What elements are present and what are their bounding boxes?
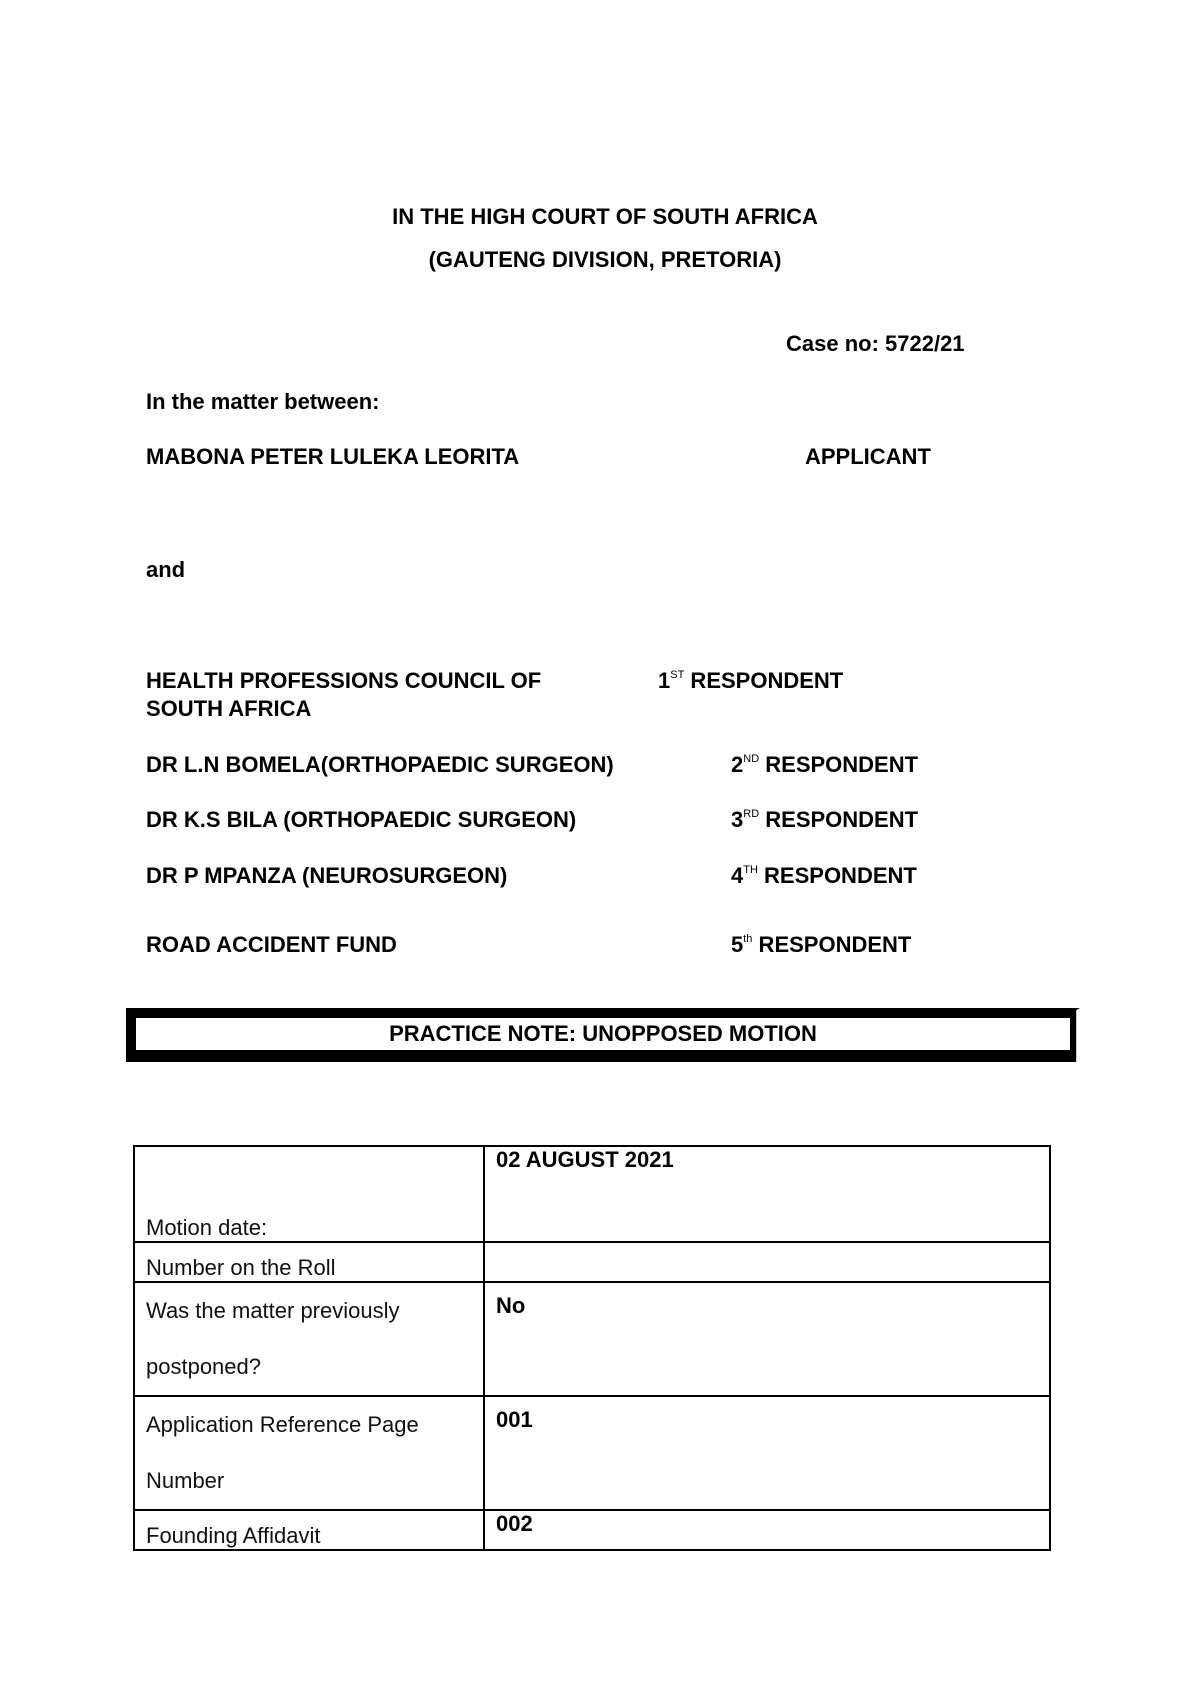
reference-page-label bbox=[134, 1396, 484, 1510]
respondent-4-ordinal: 4 bbox=[731, 863, 744, 888]
court-title: IN THE HIGH COURT OF SOUTH AFRICA bbox=[392, 204, 818, 229]
practice-note-table bbox=[133, 1145, 1051, 1551]
table-row bbox=[134, 1242, 1050, 1282]
motion-date-value: 02 AUGUST 2021 bbox=[484, 1146, 1050, 1242]
respondent-4-name: DR P MPANZA (NEUROSURGEON) bbox=[146, 863, 508, 888]
respondent-1-name-line1: HEALTH PROFESSIONS COUNCIL OF bbox=[146, 668, 542, 693]
respondent-1-name-line2: SOUTH AFRICA bbox=[146, 696, 312, 721]
roll-number-value bbox=[484, 1242, 1050, 1282]
respondent-4-role bbox=[731, 863, 917, 889]
respondent-5-ordinal: 5 bbox=[731, 932, 744, 957]
table-row bbox=[134, 1282, 1050, 1396]
respondent-2-ordinal: 2 bbox=[731, 752, 744, 777]
founding-affidavit-value: 002 bbox=[484, 1510, 1050, 1550]
respondent-1-role-label: RESPONDENT bbox=[684, 668, 844, 693]
roll-number-label: Number on the Roll bbox=[134, 1242, 484, 1282]
previously-postponed-value: No bbox=[484, 1282, 1050, 1396]
respondent-3-role-label: RESPONDENT bbox=[759, 807, 919, 832]
court-division: (GAUTENG DIVISION, PRETORIA) bbox=[428, 247, 782, 272]
practice-note-banner: PRACTICE NOTE: UNOPPOSED MOTION bbox=[136, 1018, 1070, 1050]
applicant-name: MABONA PETER LULEKA LEORITA bbox=[146, 444, 520, 469]
founding-affidavit-label: Founding Affidavit bbox=[134, 1510, 484, 1550]
table-row bbox=[134, 1396, 1050, 1510]
respondent-1-ordinal-suffix: ST bbox=[670, 668, 685, 681]
respondent-3-role bbox=[731, 807, 918, 833]
previously-postponed-label-line1: Was the matter previously bbox=[146, 1298, 400, 1323]
respondent-3-ordinal: 3 bbox=[731, 807, 744, 832]
respondent-1-ordinal: 1 bbox=[658, 668, 671, 693]
respondent-5-name: ROAD ACCIDENT FUND bbox=[146, 932, 397, 957]
respondent-2-ordinal-suffix: ND bbox=[743, 752, 760, 765]
previously-postponed-label bbox=[134, 1282, 484, 1396]
respondent-3-name: DR K.S BILA (ORTHOPAEDIC SURGEON) bbox=[146, 807, 577, 832]
respondent-2-role-label: RESPONDENT bbox=[759, 752, 919, 777]
previously-postponed-label-line2: postponed? bbox=[146, 1354, 261, 1379]
and-label: and bbox=[146, 557, 186, 582]
matter-between-label: In the matter between: bbox=[146, 389, 380, 414]
respondent-3-ordinal-suffix: RD bbox=[743, 807, 760, 820]
table-row bbox=[134, 1146, 1050, 1242]
case-number: Case no: 5722/21 bbox=[786, 331, 965, 356]
respondent-5-role bbox=[731, 932, 911, 958]
table-row bbox=[134, 1510, 1050, 1550]
reference-page-value: 001 bbox=[484, 1396, 1050, 1510]
respondent-5-ordinal-suffix: th bbox=[743, 932, 753, 945]
respondent-4-ordinal-suffix: TH bbox=[743, 863, 758, 876]
applicant-role: APPLICANT bbox=[805, 444, 931, 469]
respondent-5-role-label: RESPONDENT bbox=[752, 932, 912, 957]
respondent-2-role bbox=[731, 752, 918, 778]
respondent-1-role bbox=[658, 668, 843, 694]
respondent-2-name: DR L.N BOMELA(ORTHOPAEDIC SURGEON) bbox=[146, 752, 614, 777]
reference-page-label-line2: Number bbox=[146, 1468, 225, 1493]
respondent-4-role-label: RESPONDENT bbox=[757, 863, 917, 888]
reference-page-label-line1: Application Reference Page bbox=[146, 1412, 419, 1437]
motion-date-label: Motion date: bbox=[134, 1146, 484, 1242]
